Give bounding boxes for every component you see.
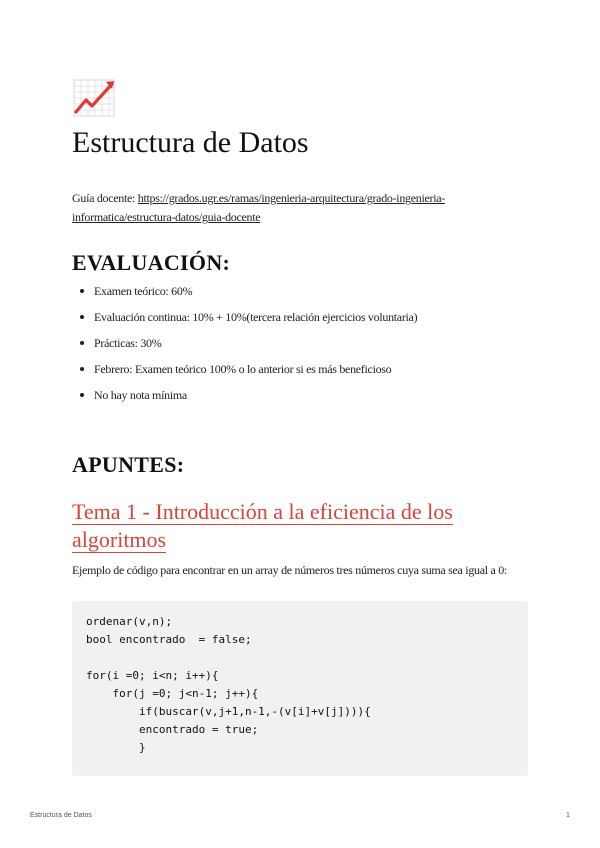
example-paragraph: Ejemplo de código para encontrar en un array de números tres números cuya suma sea igual a 0:: [72, 563, 507, 577]
list-item: Febrero: Examen teórico 100% o lo anterior si es más beneficioso: [72, 361, 417, 387]
page-number: 1: [566, 812, 570, 819]
chart-increasing-icon: [72, 78, 116, 118]
guide-paragraph: [72, 189, 528, 227]
notes-heading: APUNTES:: [72, 452, 185, 477]
code-text: ordenar(v,n); bool encontrado = false; for(i =0; i<n; i++){ for(j =0; j<n-1; j++){ if(buscar(v,j+1,n-1,-(v[i]+v[j]))){ encontrado = true; }: [86, 615, 371, 754]
guide-link[interactable]: https://grados.ugr.es/ramas/ingenieria-arquitectura/grado-ingenieria-informatica/estructura-datos/guia-docente: [72, 191, 445, 224]
code-block: [72, 601, 528, 776]
topic-heading: [72, 498, 528, 554]
footer-title: Estructura de Datos: [30, 812, 92, 819]
guide-label: Guía docente:: [72, 191, 136, 205]
evaluation-list: [72, 283, 417, 413]
topic-title: Tema 1 - Introducción a la eficiencia de los algoritmos: [72, 499, 453, 552]
list-item: Examen teórico: 60%: [72, 283, 417, 309]
list-item: Prácticas: 30%: [72, 335, 417, 361]
evaluation-heading: EVALUACIÓN:: [72, 250, 231, 275]
list-item: Evaluación continua: 10% + 10%(tercera relación ejercicios voluntaria): [72, 309, 417, 335]
page-title: Estructura de Datos: [72, 126, 309, 159]
list-item: No hay nota mínima: [72, 387, 417, 413]
